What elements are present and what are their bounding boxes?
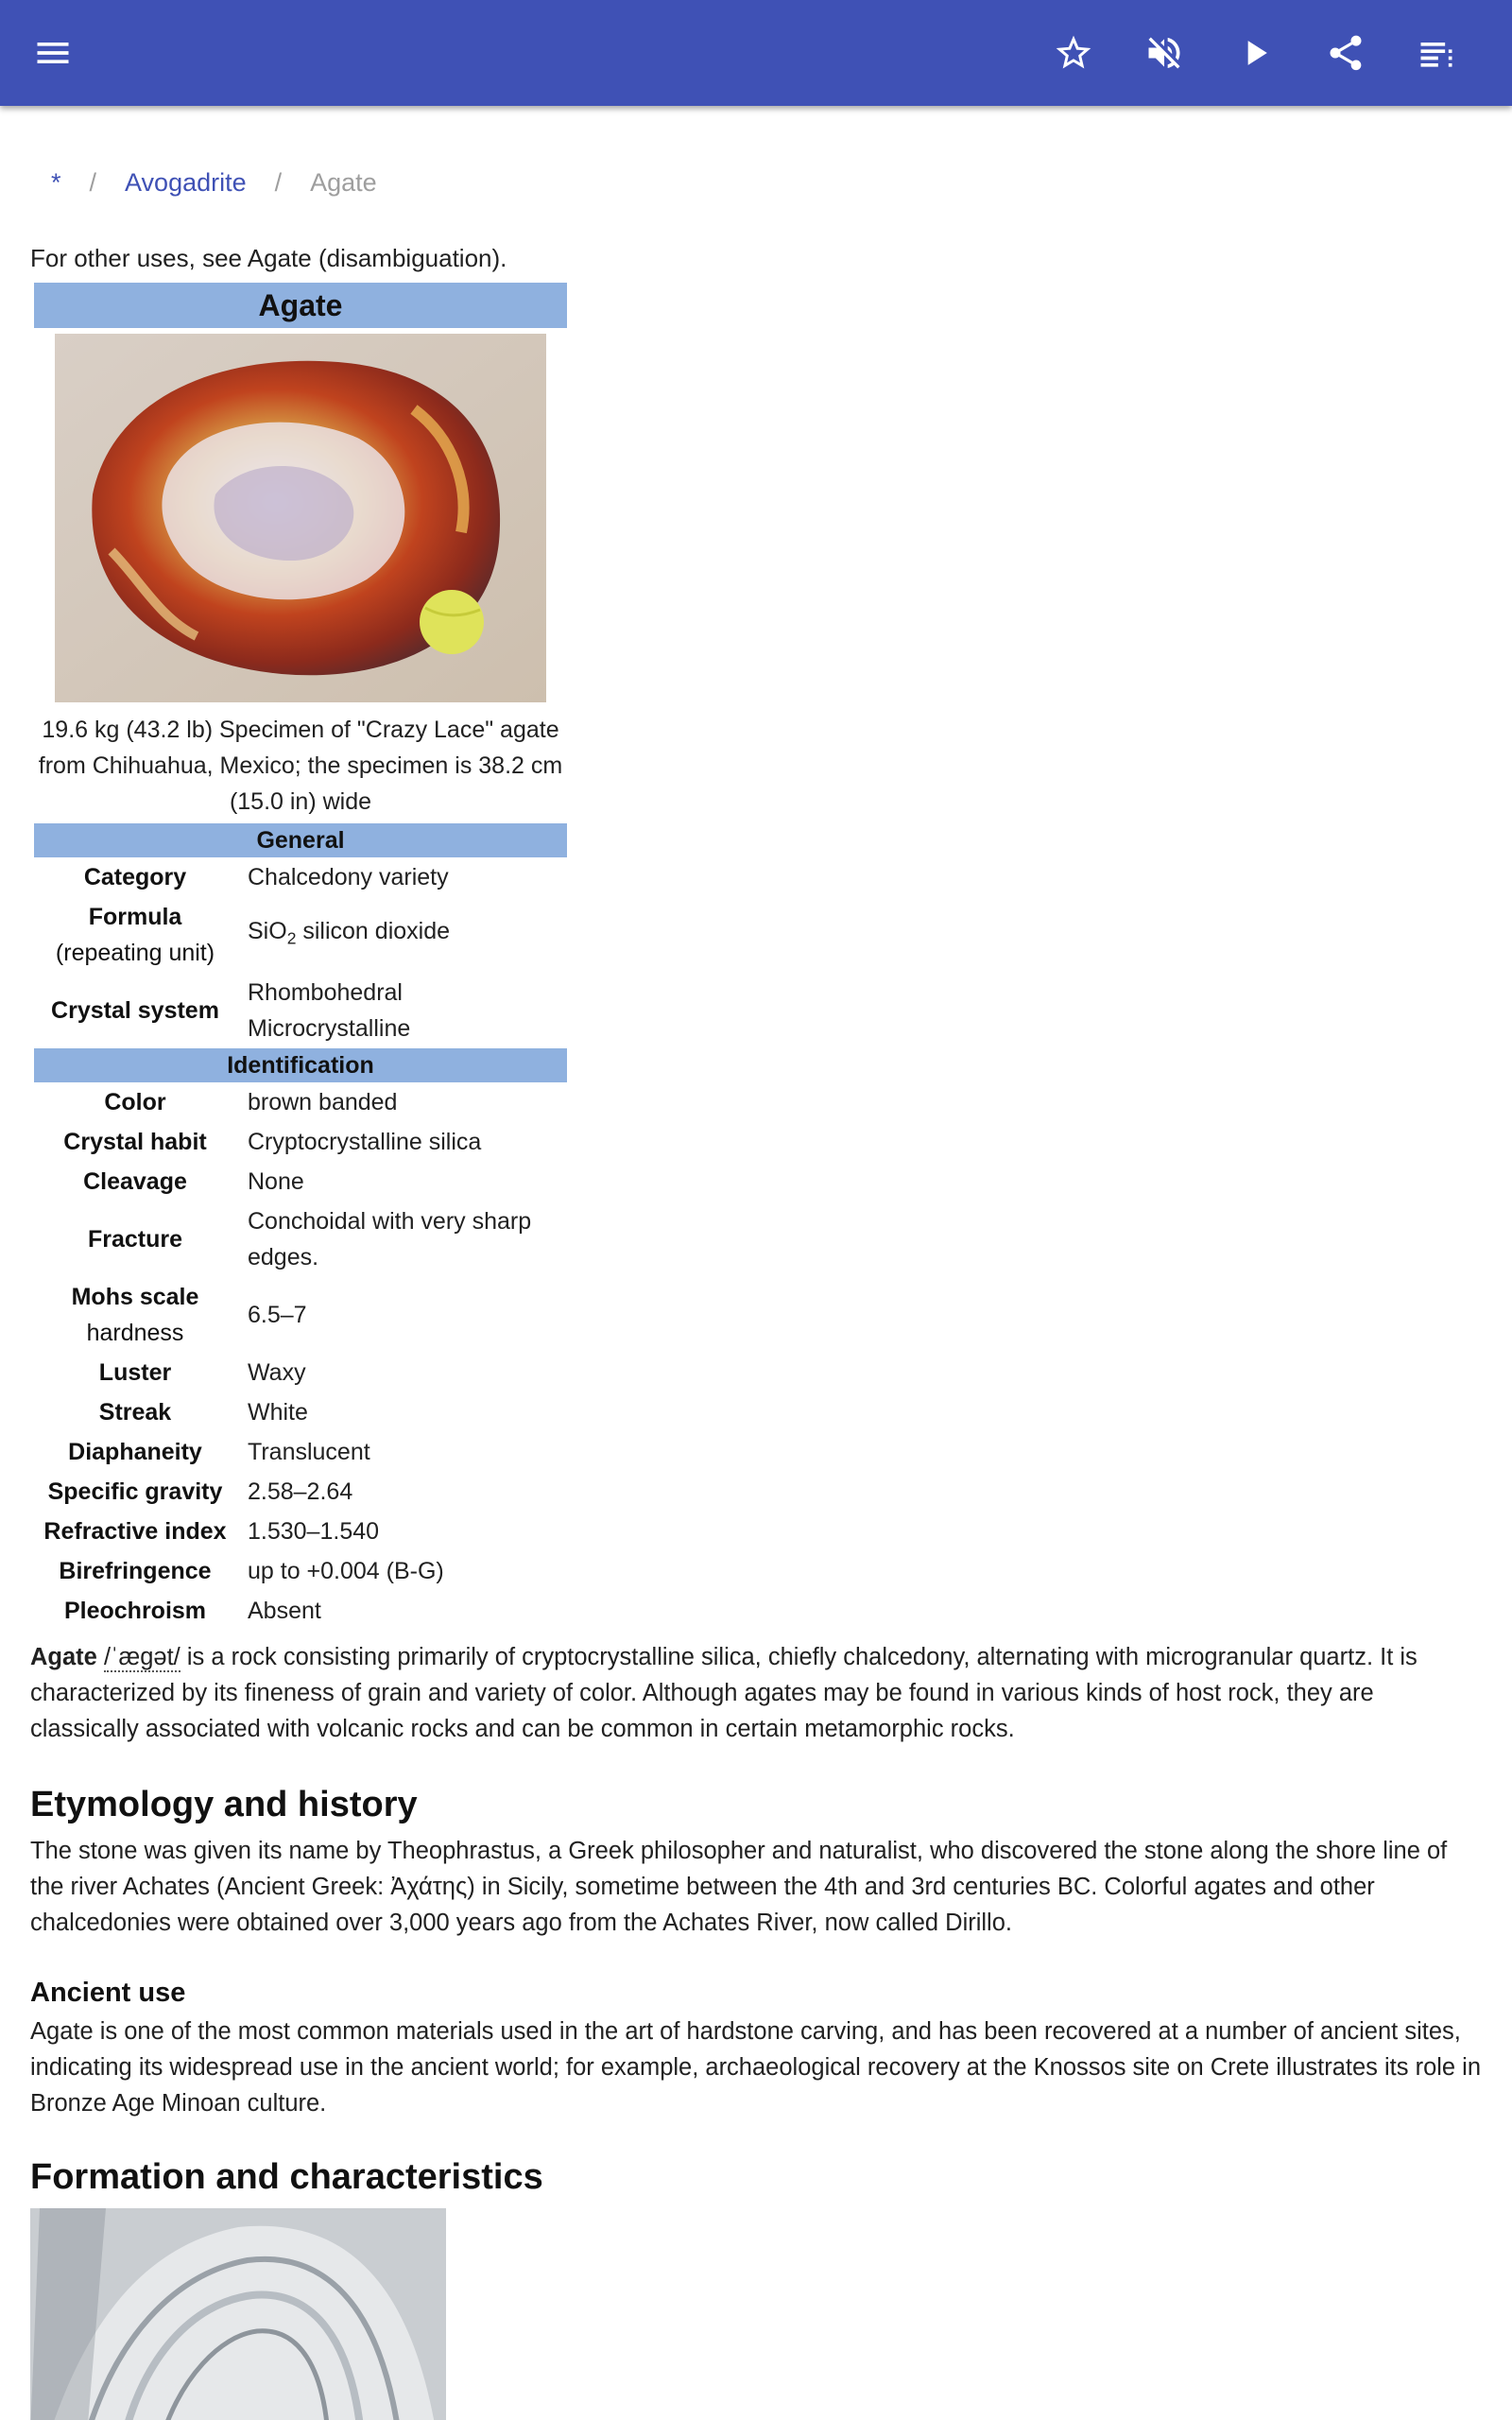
crystal-system-value[interactable]: Microcrystalline: [248, 1015, 411, 1042]
formula-label: Formula: [88, 904, 182, 930]
breadcrumb-home[interactable]: *: [51, 168, 61, 197]
row-label-text: Pleochroism: [63, 1598, 207, 1624]
row-label: [34, 1593, 236, 1629]
infobox-row: [34, 1162, 567, 1201]
row-label: [34, 1084, 236, 1120]
infobox-row: [34, 1201, 567, 1277]
infobox-row: [34, 1082, 567, 1122]
infobox-title: Agate: [34, 283, 567, 328]
infobox-row-category: [34, 857, 567, 897]
crystal-system-value[interactable]: Rhombohedral: [248, 979, 403, 1006]
heading-etymology: Etymology and history: [30, 1785, 418, 1824]
infobox-row: [34, 1591, 567, 1631]
infobox-row-formula: [34, 897, 567, 973]
formula-value: [236, 913, 567, 956]
row-label: [34, 1279, 236, 1351]
intro-text: is a rock consisting primarily of cryptocrystalline silica, chiefly chalcedony, alternating with microgranular quartz. It is characterized by its fineness of grain and variety of color. Although agates may be found in various kinds of host rock, they are classically associated with volcanic rocks and can be common in certain metamorphic rocks.: [30, 1644, 1418, 1742]
specimen-image[interactable]: [55, 334, 546, 702]
row-label-text: Fracture: [87, 1226, 183, 1253]
etymology-paragraph: The stone was given its name by Theophrastus, a Greek philosopher and naturalist, who discovered the stone along the shore line of the river Achates (Ancient Greek: Ἀχάτης) in Sicily, sometime between the 4th and 3rd centuries BC. Colorful agates and other chalcedonies were obtained over 3,000 years ago from the Achates River, now called Dirillo.: [30, 1838, 1448, 1936]
row-label-text: Cleavage: [83, 1168, 187, 1195]
agate-specimen-picture: [55, 334, 546, 702]
row-label-text: Diaphaneity: [68, 1439, 202, 1465]
row-label: [34, 1124, 236, 1160]
infobox-caption: 19.6 kg (43.2 lb) Specimen of "Crazy Lace" agate from Chihuahua, Mexico; the specimen is 38.2 cm (15.0 in) wide: [38, 717, 563, 815]
row-value[interactable]: 1.530–1.540: [248, 1518, 380, 1545]
row-sublabel-text: hardness: [86, 1320, 184, 1346]
row-value[interactable]: up to +0.004 (B-G): [248, 1558, 444, 1584]
row-label-text: Refractive index: [43, 1518, 227, 1545]
row-value: [236, 975, 567, 1046]
play-icon: [1234, 32, 1276, 74]
row-label-text: Specific gravity: [47, 1478, 223, 1505]
share-button[interactable]: [1314, 21, 1378, 85]
row-label: [34, 1221, 236, 1257]
pronunciation[interactable]: /ˈæɡət/: [103, 1644, 180, 1670]
play-button[interactable]: [1223, 21, 1287, 85]
infobox-row: [34, 1392, 567, 1432]
app-bar: [0, 0, 1512, 106]
row-value[interactable]: 2.58–2.64: [248, 1478, 353, 1505]
intro-paragraph: [30, 1639, 1486, 1747]
banded-agate-picture: [30, 2208, 446, 2420]
row-label: [34, 1434, 236, 1470]
breadcrumb-current: Agate: [310, 168, 377, 197]
intro-bold-term: Agate: [30, 1644, 97, 1670]
bookmark-button[interactable]: [1041, 21, 1106, 85]
formation-image[interactable]: [30, 2208, 446, 2420]
row-value[interactable]: Cryptocrystalline silica: [248, 1129, 482, 1155]
row-label-text: Mohs scale: [71, 1284, 199, 1310]
ancient-use-paragraph: Agate is one of the most common materials used in the art of hardstone carving, and has been recovered at a number of ancient sites, indicating its widespread use in the ancient world; for example, archaeological recovery at the Knossos site on Crete illustrates its role in Bronze Age Minoan culture.: [30, 2018, 1482, 2117]
formula-subscript: 2: [286, 928, 297, 948]
row-value[interactable]: None: [248, 1168, 304, 1195]
infobox-row: [34, 1512, 567, 1551]
row-value[interactable]: Conchoidal with very sharp edges.: [248, 1208, 532, 1270]
row-value[interactable]: 6.5–7: [248, 1302, 307, 1328]
row-value[interactable]: Translucent: [248, 1439, 370, 1465]
breadcrumb: [51, 168, 377, 198]
infobox-row: [34, 1353, 567, 1392]
hamburger-menu-icon: [32, 32, 74, 74]
star-icon: [1053, 32, 1094, 74]
row-value[interactable]: Chalcedony variety: [248, 864, 449, 890]
playlist-icon: [1416, 32, 1457, 74]
row-label-text: Streak: [98, 1399, 172, 1426]
row-value[interactable]: brown banded: [248, 1089, 398, 1115]
infobox-row: [34, 1277, 567, 1353]
infobox: [34, 283, 567, 1631]
row-value[interactable]: Waxy: [248, 1359, 306, 1386]
formula-sublabel: (repeating unit): [55, 940, 215, 966]
row-value[interactable]: White: [248, 1399, 308, 1426]
menu-button[interactable]: [21, 21, 85, 85]
row-label: [34, 1474, 236, 1510]
contents-button[interactable]: [1404, 21, 1469, 85]
hatnote[interactable]: For other uses, see Agate (disambiguation).: [30, 244, 507, 272]
row-label: [34, 899, 236, 971]
infobox-row: [34, 1551, 567, 1591]
mute-button[interactable]: [1132, 21, 1196, 85]
breadcrumb-parent[interactable]: Avogadrite: [125, 168, 247, 197]
formula-suffix: silicon dioxide: [296, 918, 451, 945]
mute-icon: [1143, 32, 1185, 74]
row-label-text: Birefringence: [59, 1558, 212, 1584]
general-header: General: [34, 823, 567, 857]
row-label-text: Color: [104, 1089, 166, 1115]
row-label: [34, 1164, 236, 1200]
share-icon: [1325, 32, 1366, 74]
formula-prefix: SiO: [248, 918, 287, 945]
heading-formation: Formation and characteristics: [30, 2157, 543, 2197]
row-label-text: Luster: [98, 1359, 172, 1386]
row-label: [34, 1394, 236, 1430]
breadcrumb-separator: /: [89, 168, 97, 197]
infobox-row: [34, 1432, 567, 1472]
breadcrumb-separator: /: [274, 168, 283, 197]
infobox-row: [34, 1472, 567, 1512]
identification-rows: [34, 1082, 567, 1631]
row-value[interactable]: Absent: [248, 1598, 321, 1624]
row-label: [34, 1355, 236, 1391]
row-label: Category: [83, 864, 187, 890]
row-label: Crystal system: [51, 997, 219, 1024]
infobox-row-crystal-system: [34, 973, 567, 1048]
identification-header: Identification: [34, 1048, 567, 1082]
row-label: [34, 1513, 236, 1549]
infobox-row: [34, 1122, 567, 1162]
heading-ancient-use: Ancient use: [30, 1978, 186, 2008]
row-label: [34, 1553, 236, 1589]
row-label-text: Crystal habit: [63, 1129, 207, 1155]
